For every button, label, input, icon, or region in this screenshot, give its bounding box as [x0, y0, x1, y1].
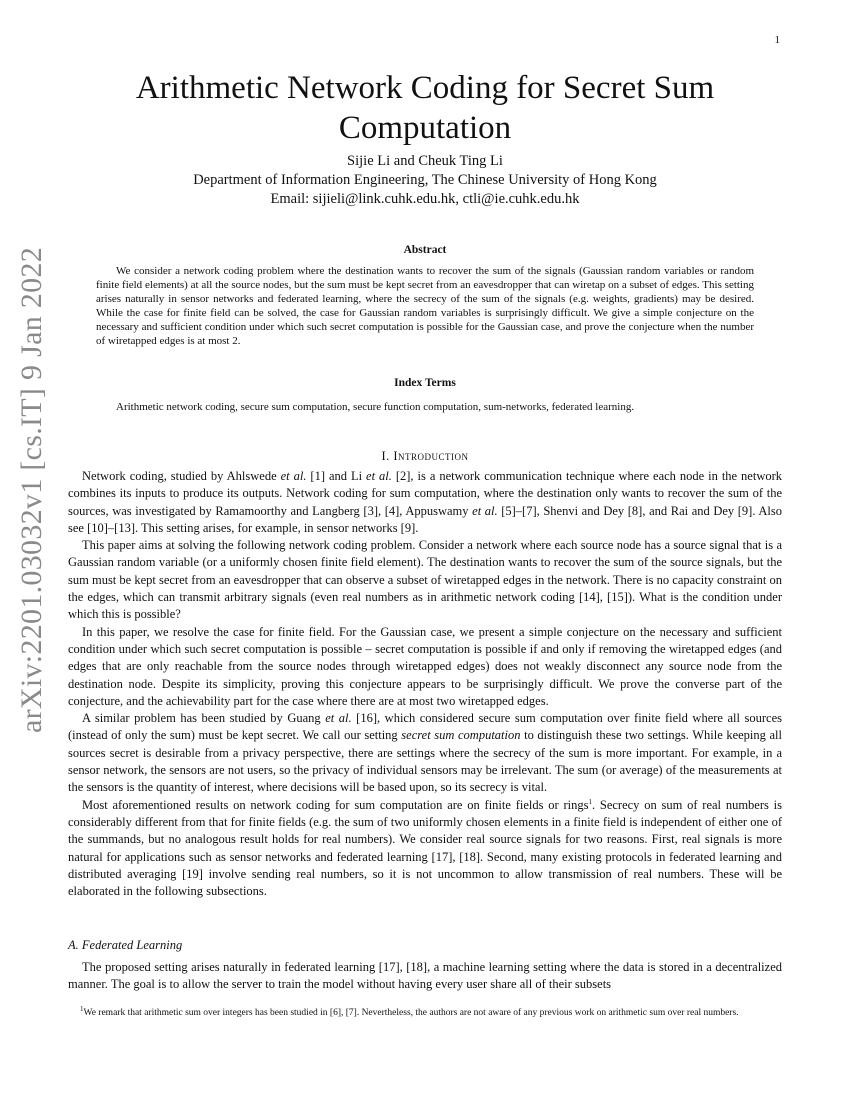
text-run: . Secrecy on sum of real numbers is considerably different from that for finite fields (e.g. the sum of two uniformly chosen elements in a finite field is independent of either one of the summands, but no analogous result holds for real numbers). We consider real source signals for two reasons. First, real signals is more natural for applications such as sensor networks and federated learning [17], [18]. Second, many existing protocols in federated learning and distributed averaging [19] involve sending real numbers, so it is not uncommon to allow transmission of real numbers. These will be elaborated in the following subsections.: [68, 797, 782, 899]
paragraph: [68, 797, 782, 901]
text-run-italic: et al.: [325, 711, 352, 726]
paragraph: In this paper, we resolve the case for finite field. For the Gaussian case, we present a simple conjecture on the necessary and sufficient condition under which such secret computation is possible – secret computation is possible if and only if removing the wiretapped edges (and edges that are only reachable from the source nodes through wiretapped edges) does not weakly disconnect any source node from the destination node. Despite its simplicity, proving this conjecture appears to be surprisingly difficult. We prove the converse part of the conjecture, and the achievability part for the case where there are at most two wiretapped edges.: [68, 624, 782, 708]
index-terms-heading: Index Terms: [394, 377, 456, 389]
paper-title: Arithmetic Network Coding for Secret Sum Computation: [135, 70, 715, 146]
text-run-italic: et al.: [472, 503, 498, 518]
index-terms-text: Arithmetic network coding, secure sum computation, secure function computation, sum-networks, federated learning.: [116, 401, 635, 413]
abstract-text: We consider a network coding problem where the destination wants to recover the sum of the signals (Gaussian random variables or random finite field elements) at all the source nodes, but the sum must be kept secret from an eavesdropper that can wiretap on a subset of edges. This setting arises naturally in sensor networks and federated learning, where the secrecy of the sum of the signals (e.g. weights, gradients) may be desired. While the case for finite field can be solved, the case for Gaussian random variables is surprisingly difficult. We give a simple conjecture on the necessary and sufficient condition under which such secret computation is possible for the Gaussian case, and prove the conjecture when the number of wiretapped edges is at most 2.: [96, 265, 754, 347]
paragraph: The proposed setting arises naturally in federated learning [17], [18], a machine learning setting where the data is stored in a decentralized manner. The goal is to allow the server to train the model without having every user share all of their subsets: [68, 960, 782, 992]
abstract-heading: Abstract: [403, 244, 447, 256]
footnote-number: 1: [80, 1004, 84, 1013]
page-number: 1: [774, 34, 780, 46]
text-run: Most aforementioned results on network coding for sum computation are on finite fields or rings: [82, 797, 589, 812]
footnote-marker[interactable]: 1: [588, 797, 592, 806]
arxiv-stamp-text: arXiv:2201.03032v1 [cs.IT] 9 Jan 2022: [15, 246, 48, 734]
subsection-heading: A. Federated Learning: [68, 938, 183, 952]
footnote: [68, 1004, 782, 1019]
paragraph: [68, 710, 782, 796]
author-affiliation: Department of Information Engineering, The Chinese University of Hong Kong: [193, 172, 657, 188]
text-run-italic: et al.: [280, 469, 307, 483]
author-email: Email: sijieli@link.cuhk.edu.hk, ctli@ie.cuhk.edu.hk: [270, 191, 580, 207]
text-run: to distinguish these two settings. While keeping all sources secret is desirable from a privacy perspective, there are settings where the secrecy of the sum is more important. For example, in a sensor network, the sensors are not users, so the privacy of individual sensors may be irrelevant. The sum (or average) of the measurements at the sensors is the quantity of interest, where decisions will be based upon, so its secrecy is vital.: [68, 728, 782, 795]
text-run: A similar problem has been studied by Guang: [82, 711, 326, 726]
section-heading-introduction: [0, 449, 850, 464]
text-run: [2], is a network communication technique where each node in the network combines its inputs to produce its outputs. Network coding for sum computation, where the destination only wants to recover the sum of the sources, was investigated by Ramamoorthy and Langberg [3], [4], Appuswamy: [68, 469, 783, 518]
section-number: I.: [381, 449, 390, 463]
text-run: Network coding, studied by Ahlswede: [82, 469, 281, 483]
text-run: [1] and Li: [306, 469, 367, 483]
subsection-body: [68, 959, 782, 994]
author-names: Sijie Li and Cheuk Ting Li: [347, 153, 503, 169]
footnote-text: We remark that arithmetic sum over integers has been studied in [6], [7]. Nevertheless, the authors are not aware of any previous work on arithmetic sum over real numbers.: [83, 1008, 739, 1018]
paragraph: This paper aims at solving the following network coding problem. Consider a network where each source node has a source signal that is a Gaussian random variable (or a uniformly chosen finite field element). The destination wants to recover the sum of the source signals, but the sum must be kept secret from an eavesdropper that can observe a subset of wiretapped edges in the network. There is no capacity constraint on the edges, which can transmit arbitrary signals (even real numbers as in arithmetic network coding [14], [15]). What is the condition under which this is possible?: [68, 538, 782, 622]
paragraph: [68, 468, 782, 537]
text-run-italic: secret sum computation: [401, 728, 521, 743]
text-run: [5]–[7], Shenvi and Dey [8], and Rai and Dey [9]. Also see [10]–[13]. This setting arises, for example, in sensor networks [9].: [68, 503, 783, 535]
arxiv-stamp[interactable]: [12, 246, 52, 734]
text-run: [16], which considered secure sum computation over finite field where all sources (instead of only the sum) must be kept secret. We call our setting: [68, 711, 783, 743]
section-title: Introduction: [393, 449, 469, 463]
text-run-italic: et al.: [366, 469, 392, 483]
introduction-body: [68, 468, 782, 900]
author-block: [100, 152, 750, 209]
